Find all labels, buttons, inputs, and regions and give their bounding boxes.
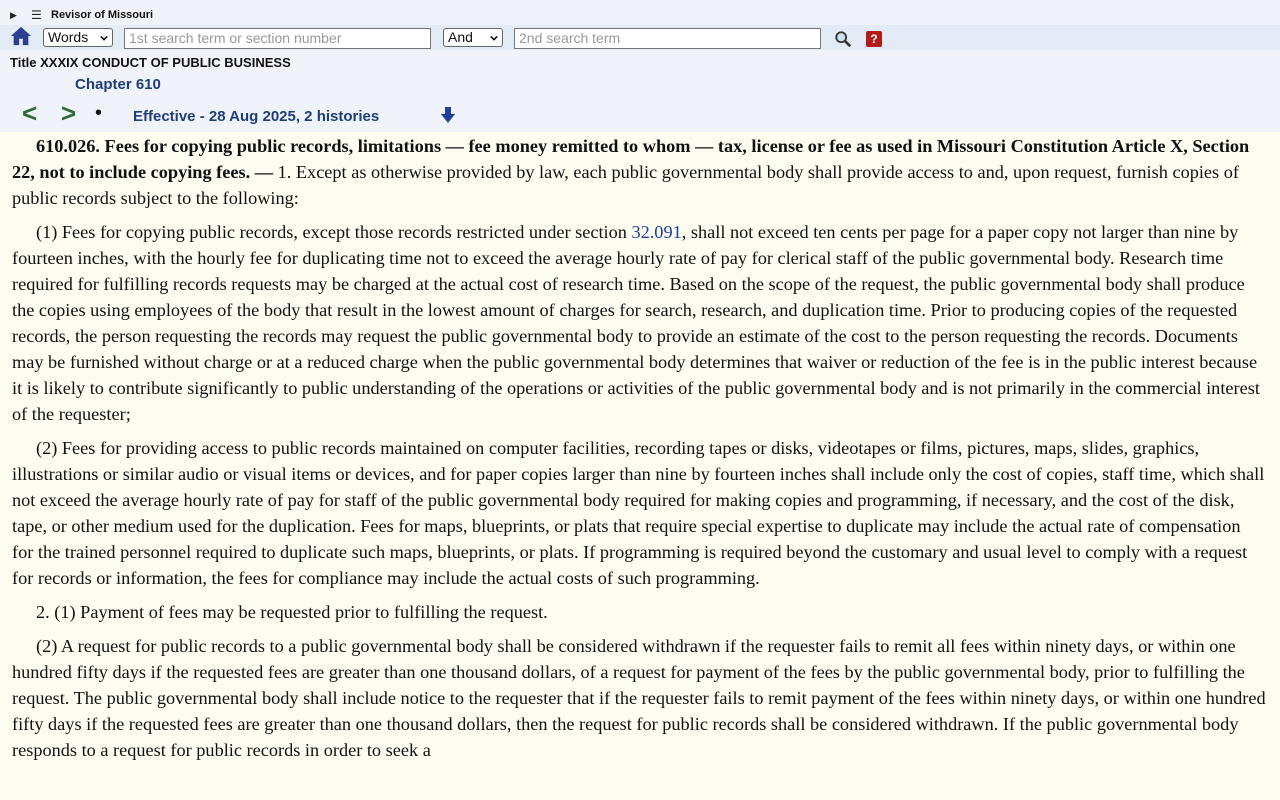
search-icon[interactable] bbox=[834, 30, 852, 48]
section-paragraph bbox=[12, 133, 1266, 211]
section-heading: 610.026. Fees for copying public records, limitations — fee money remitted to whom — tax, license or fee as used in Missouri Constitution Article X, Section 22, not to include copying fees. — bbox=[12, 136, 1250, 182]
current-section-dot[interactable]: • bbox=[95, 102, 103, 124]
page-header bbox=[0, 0, 1280, 132]
previous-section-button[interactable]: < bbox=[22, 98, 38, 128]
search-mode-select[interactable] bbox=[43, 28, 113, 47]
search-bar bbox=[0, 25, 1280, 50]
section-link[interactable]: 32.091 bbox=[631, 222, 682, 242]
paragraph-text: , shall not exceed ten cents per page for a paper copy not larger than nine by fourteen inches, with the hourly fee for duplicating time not to exceed the average hourly rate of pay for clerical staff of the public governmental body. Research time required for fulfilling records requests may be charged at the actual cost of research time. Based on the scope of the request, the public governmental body shall produce the copies using employees of the body that result in the lowest amount of charges for search, research, and duplication time. Prior to producing copies of the requested records, the person requesting the records may request the public governmental body to provide an estimate of the cost to the person requesting the records. Documents may be furnished without charge or at a reduced charge when the public governmental body determines that waiver or reduction of the fee is in the public interest because it is likely to contribute significantly to public understanding of the operations or activities of the public governmental body and is not primarily in the commercial interest of the requester; bbox=[12, 222, 1260, 424]
chevron-down-icon bbox=[490, 34, 498, 42]
search-join-select[interactable] bbox=[443, 28, 503, 47]
section-paragraph bbox=[12, 219, 1266, 427]
title-heading[interactable]: Title XXXIX CONDUCT OF PUBLIC BUSINESS bbox=[10, 55, 291, 70]
menu-icon[interactable]: ☰ bbox=[31, 8, 42, 22]
subsection-1-text: 1. Except as otherwise provided by law, each public governmental body shall provide access to and, upon request, furnish copies of public records subject to the following: bbox=[12, 162, 1239, 208]
search-mode-value: Words bbox=[48, 29, 89, 45]
home-icon[interactable] bbox=[10, 25, 32, 47]
help-icon[interactable]: ? bbox=[866, 31, 882, 47]
chevron-down-icon bbox=[100, 34, 108, 42]
next-section-button[interactable]: > bbox=[61, 98, 77, 128]
second-search-input[interactable]: 2nd search term bbox=[514, 28, 821, 49]
chapter-heading[interactable]: Chapter 610 bbox=[75, 76, 161, 93]
section-content bbox=[12, 133, 1266, 771]
expand-arrow-icon[interactable]: ▶ bbox=[10, 10, 17, 20]
effective-date-link[interactable]: Effective - 28 Aug 2025, 2 histories bbox=[133, 108, 380, 125]
top-bar bbox=[0, 8, 300, 24]
site-title[interactable]: Revisor of Missouri bbox=[51, 9, 154, 21]
section-paragraph: (2) A request for public records to a public governmental body shall be considered withdrawn if the requester fails to remit all fees within ninety days, or within one hundred fifty days if the requested fees are greater than one thousand dollars, of a request for payment of the fees by the public governmental body, prior to fulfilling the request. The public governmental body shall include notice to the requester that if the requester fails to remit payment of the fees within ninety days, or within one hundred fifty days if the requested fees are greater than one thousand dollars, then the request for public records shall be considered withdrawn. If the public governmental body responds to a request for public records in order to seek a bbox=[12, 636, 1266, 760]
search-join-value: And bbox=[448, 29, 473, 45]
section-paragraph: 2. (1) Payment of fees may be requested prior to fulfilling the request. bbox=[36, 602, 548, 622]
paragraph-text: (1) Fees for copying public records, except those records restricted under section bbox=[36, 222, 632, 242]
down-arrow-icon[interactable] bbox=[440, 106, 456, 124]
first-search-input[interactable]: 1st search term or section number bbox=[124, 28, 431, 49]
section-paragraph: (2) Fees for providing access to public records maintained on computer facilities, recording tapes or disks, videotapes or films, pictures, maps, slides, graphics, illustrations or similar audio or visual items or devices, and for paper copies larger than nine by fourteen inches shall include only the cost of copies, staff time, which shall not exceed the average hourly rate of pay for staff of the public governmental body required for making copies and programming, if necessary, and the cost of the disk, tape, or other medium used for the duplication. Fees for maps, blueprints, or plats that require special expertise to duplicate may include the actual rate of compensation for the trained personnel required to duplicate such maps, blueprints, or plats. If programming is required beyond the customary and usual level to comply with a request for records or information, the fees for compliance may include the actual costs of such programming. bbox=[12, 438, 1265, 588]
